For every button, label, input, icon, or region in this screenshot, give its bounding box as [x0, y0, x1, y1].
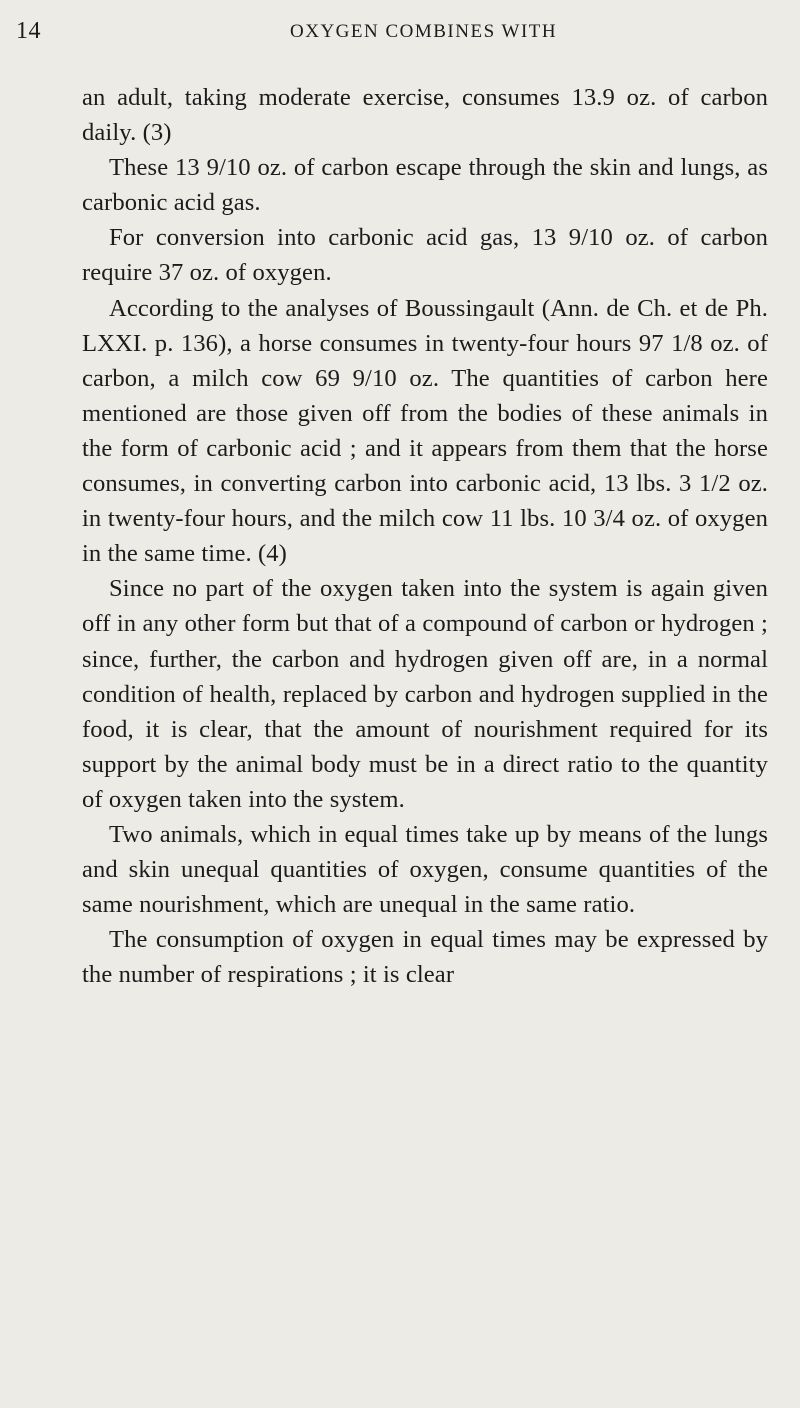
- paragraph: According to the analyses of Boussingault (Ann. de Ch. et de Ph. LXXI. p. 136), a horse consumes in twenty-four hours 97 1/8 oz. of carbon, a milch cow 69 9/10 oz. The quantities of carbon here mentioned are those given off from the bodies of these animals in the form of carbonic acid ; and it appears from them that the horse consumes, in converting carbon into carbonic acid, 13 lbs. 3 1/2 oz. in twenty-four hours, and the milch cow 11 lbs. 10 3/4 oz. of oxygen in the same time. (4): [82, 294, 768, 568]
- page-number: 14: [16, 18, 41, 44]
- paragraph: These 13 9/10 oz. of carbon escape through the skin and lungs, as carbonic acid gas.: [82, 154, 768, 217]
- paragraph: The consumption of oxygen in equal times may be expressed by the number of respirations ; it is clear: [82, 926, 768, 989]
- running-head: [16, 18, 768, 58]
- paragraph: For conversion into carbonic acid gas, 13 9/10 oz. of carbon require 37 oz. of oxygen.: [82, 224, 768, 287]
- body-text: [82, 80, 768, 992]
- paragraph: Since no part of the oxygen taken into the system is again given off in any other form but that of a compound of carbon or hydrogen ; since, further, the carbon and hydrogen given off are, in a normal condition of health, replaced by carbon and hydrogen supplied in the food, it is clear, that the amount of nourishment required for its support by the animal body must be in a direct ratio to the quantity of oxygen taken into the system.: [82, 575, 768, 813]
- paragraph: Two animals, which in equal times take up by means of the lungs and skin unequal quantities of oxygen, consume quantities of the same nourishment, which are unequal in the same ratio.: [82, 820, 768, 919]
- paragraph: an adult, taking moderate exercise, consumes 13.9 oz. of carbon daily. (3): [82, 84, 768, 147]
- running-title: OXYGEN COMBINES WITH: [290, 21, 558, 42]
